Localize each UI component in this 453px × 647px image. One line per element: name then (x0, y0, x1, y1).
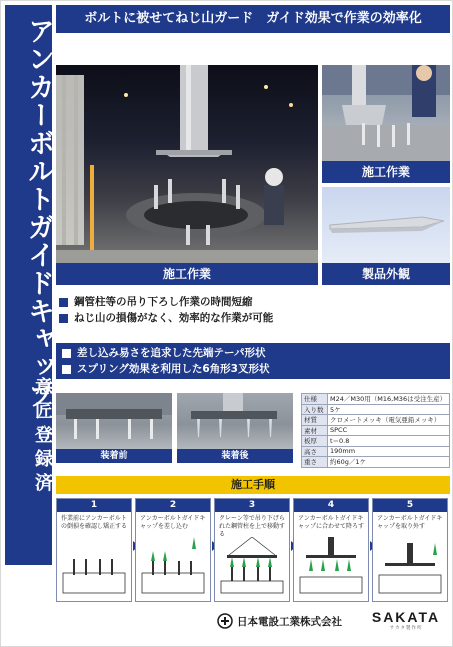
spec-value: 約60g／1ケ (328, 457, 450, 468)
feature-text: 差し込み易さを追求した先端テーパ形状 (77, 347, 266, 359)
procedure-step-2 (135, 498, 211, 602)
spec-row (302, 415, 450, 426)
square-bullet-icon (62, 349, 71, 358)
spec-key: 素材 (302, 425, 328, 436)
spec-value: 5ケ (328, 404, 450, 415)
company-logo-icon (217, 613, 233, 629)
spec-key: 仕様 (302, 394, 328, 405)
procedure-step-4 (293, 498, 369, 602)
spec-key: 高さ (302, 446, 328, 457)
step-4-diagram (298, 537, 364, 595)
feature-text: スプリング効果を利用した6角形3叉形状 (77, 363, 270, 375)
side-title-band (5, 5, 52, 565)
spec-value: SPCC (328, 425, 450, 436)
spec-row (302, 436, 450, 447)
benefit-text: 鋼管柱等の吊り下ろし作業の時間短縮 (74, 296, 253, 308)
step-number: 1 (57, 499, 131, 512)
square-bullet-icon (59, 298, 68, 307)
design-registration-label: 意匠登録済 (32, 377, 53, 497)
square-bullet-icon (62, 365, 71, 374)
step-5-diagram (377, 537, 443, 595)
benefit-text: ねじ山の損傷がなく、効率的な作業が可能 (74, 312, 274, 324)
feature-item (62, 361, 444, 377)
step-text: クレーン等で吊り下げられた鋼管柱を上で移動する (219, 515, 286, 538)
spec-row (302, 457, 450, 468)
spec-row (302, 446, 450, 457)
step-text: アンカーボルトガイドキャップを差し込む (140, 515, 206, 530)
product-photo (322, 187, 450, 285)
step-1-diagram (61, 537, 127, 595)
company-logo-block (217, 613, 342, 629)
step-number: 2 (136, 499, 210, 512)
main-work-photo (56, 65, 318, 285)
spec-table (301, 393, 450, 468)
step-number: 5 (373, 499, 447, 512)
main-photo-caption: 施工作業 (56, 263, 318, 285)
step-text: アンカーボルトガイドキャップを取り外す (377, 515, 443, 530)
spec-value: t＝0.8 (328, 436, 450, 447)
step-number: 4 (294, 499, 368, 512)
work-closeup-photo (322, 65, 450, 183)
after-label: 装着後 (177, 449, 293, 463)
company-name: 日本電設工業株式会社 (237, 615, 342, 628)
spec-value: M24／M30用（M16,M36は受注生産） (328, 394, 450, 405)
closeup-photo-caption: 施工作業 (322, 161, 450, 183)
feature-box (56, 343, 450, 379)
sakata-logo: SAKATA (371, 609, 441, 625)
spec-key: 入り数 (302, 404, 328, 415)
before-install-photo (56, 393, 172, 463)
benefit-item (59, 310, 449, 326)
sakata-subtitle: サカタ製作所 (389, 626, 423, 631)
spec-key: 板厚 (302, 436, 328, 447)
procedure-step-5 (372, 498, 448, 602)
spec-key: 材質 (302, 415, 328, 426)
benefit-item (59, 294, 449, 310)
feature-item (62, 345, 444, 361)
benefit-list (59, 294, 449, 326)
before-label: 装着前 (56, 449, 172, 463)
spec-value: 190mm (328, 446, 450, 457)
after-install-photo (177, 393, 293, 463)
square-bullet-icon (59, 314, 68, 323)
product-photo-caption: 製品外観 (322, 263, 450, 285)
step-3-diagram (219, 537, 285, 595)
spec-row (302, 425, 450, 436)
step-2-diagram (140, 537, 206, 595)
tagline-bar: ボルトに被せてねじ山ガード ガイド効果で作業の効率化 (56, 5, 450, 33)
spec-row (302, 394, 450, 405)
spec-value: クロメートメッキ（電気亜鉛メッキ） (328, 415, 450, 426)
procedure-step-3 (214, 498, 290, 602)
spec-row (302, 404, 450, 415)
step-text: アンカーボルトガイドキャップに合わせて降ろす (298, 515, 365, 530)
night-work-illustration (56, 65, 318, 285)
procedure-title: 施工手順 (56, 476, 450, 494)
product-title: アンカーボルトガイドキャップ (23, 17, 54, 409)
spec-key: 重さ (302, 457, 328, 468)
sakata-logo-block (363, 609, 449, 631)
procedure-step-1 (56, 498, 132, 602)
step-number: 3 (215, 499, 289, 512)
step-text: 作業前にアンカーボルトの倒損を確認し矯正する (61, 515, 128, 530)
